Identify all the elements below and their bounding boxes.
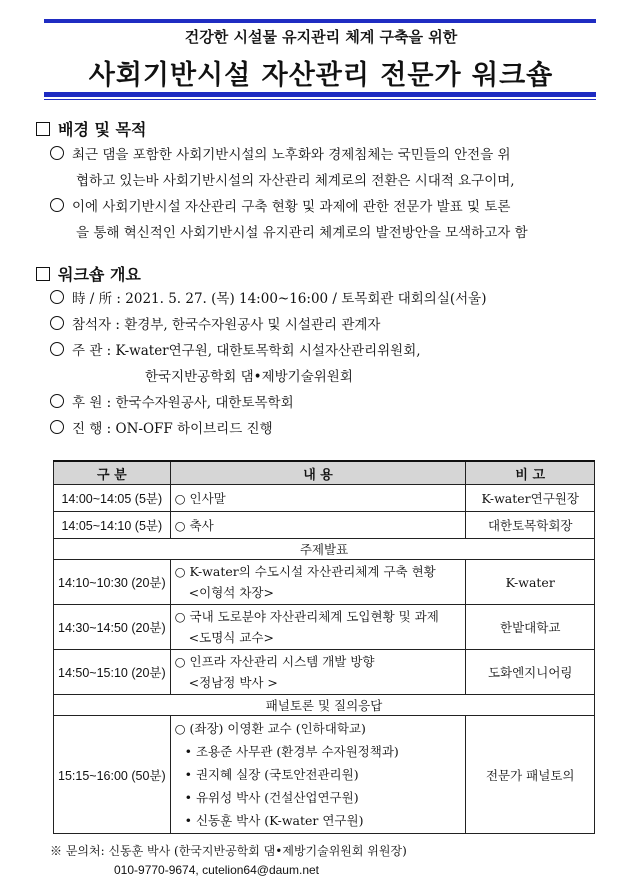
row-content: ○ 축사: [170, 512, 466, 539]
circle-bullet-icon: [50, 420, 64, 434]
row-note: 한밭대학교: [466, 605, 595, 650]
footer-contact-details: 010-9770-9674, cutelion64@daum.net: [114, 863, 319, 877]
footer-contact: [50, 842, 407, 880]
table-row: [54, 650, 595, 695]
page-subtitle: 건강한 시설물 유지관리 체계 구축을 위한: [184, 28, 458, 46]
row-content-speaker: <정남정 박사 >: [188, 675, 278, 690]
band-panel-discussion: 패널토론 및 질의응답: [54, 695, 595, 716]
row-content-speaker: <도명식 교수>: [188, 630, 274, 645]
overview-datetime: 時 / 所 : 2021. 5. 27. (목) 14:00~16:00 / 토목회관 대회의실(서울): [72, 291, 487, 307]
circle-bullet-icon: [50, 342, 64, 356]
row-content: ○ 인사말: [170, 485, 466, 512]
overview-host: 주 관 : K-water연구원, 대한토목학회 시설자산관리위원회,: [72, 343, 421, 359]
section-overview-heading: [36, 262, 141, 285]
table-row: [54, 605, 595, 650]
row-note: 도화엔지니어링: [466, 650, 595, 695]
header-time: 구 분: [54, 461, 171, 485]
footer-contact-person: ※ 문의처: 신동훈 박사 (한국지반공학회 댐•제방기술위원회 위원장): [50, 844, 407, 858]
table-row: [54, 512, 595, 539]
circle-bullet-icon: [50, 198, 64, 212]
background-item-2: [50, 194, 528, 246]
table-header-row: [54, 461, 595, 485]
overview-progress: 진 행 : ON-OFF 하이브리드 진행: [72, 421, 273, 437]
overview-list: [50, 286, 487, 442]
overview-host-line2: 한국지반공학회 댐•제방기술위원회: [145, 369, 353, 385]
row-content-speaker: <이형석 차장>: [188, 585, 274, 600]
section-background-heading: [36, 117, 146, 140]
table-band-row: [54, 695, 595, 716]
row-content: [170, 650, 466, 695]
panelist-3: • 유위성 박사 (건설산업연구원): [184, 790, 359, 805]
row-note: 전문가 패널토의: [466, 716, 595, 834]
circle-bullet-icon: [50, 290, 64, 304]
band-topic-presentation: 주제발표: [54, 539, 595, 560]
row-note: K-water: [466, 560, 595, 605]
background-item-2-line1: 이에 사회기반시설 자산관리 구축 현황 및 과제에 관한 전문가 발표 및 토론: [72, 199, 511, 215]
circle-bullet-icon: [50, 146, 64, 160]
table-row: [54, 560, 595, 605]
square-bullet-icon: [36, 267, 50, 281]
panelist-4: • 신동훈 박사 (K-water 연구원): [184, 813, 364, 828]
row-time: 14:10~10:30 (20분): [54, 560, 171, 605]
section-background-title: 배경 및 목적: [58, 120, 147, 139]
background-item-1-line2: 협하고 있는바 사회기반시설의 자산관리 체계로의 전환은 시대적 요구이며,: [76, 173, 515, 189]
title-rule-bottom-thin: [44, 99, 596, 100]
table-band-row: [54, 539, 595, 560]
row-content: [170, 560, 466, 605]
section-overview-title: 워크숍 개요: [58, 265, 141, 284]
panelist-2: • 권지혜 실장 (국토안전관리원): [184, 767, 359, 782]
row-content: [170, 716, 466, 834]
background-item-2-line2: 을 통해 혁신적인 사회기반시설 유지관리 체계로의 발전방안을 모색하고자 함: [76, 225, 528, 241]
page-title: 사회기반시설 자산관리 전문가 워크숍: [88, 60, 554, 91]
row-content-chair: ○ (좌장) 이영환 교수 (인하대학교): [174, 721, 366, 736]
row-content-title: ○ K-water의 수도시설 자산관리체계 구축 현황: [174, 564, 436, 579]
title-rule-bottom: [44, 92, 596, 97]
overview-attendees: 참석자 : 환경부, 한국수자원공사 및 시설관리 관계자: [72, 317, 381, 333]
table-row: [54, 485, 595, 512]
row-time: 14:05~14:10 (5분): [54, 512, 171, 539]
row-time: 14:30~14:50 (20분): [54, 605, 171, 650]
panelist-1: • 조용준 사무관 (환경부 수자원정책과): [184, 744, 399, 759]
header-content: 내 용: [170, 461, 466, 485]
table-row: [54, 716, 595, 834]
title-rule-top: [44, 19, 596, 23]
row-time: 14:00~14:05 (5분): [54, 485, 171, 512]
header-note: 비 고: [466, 461, 595, 485]
row-content-title: ○ 인프라 자산관리 시스템 개발 방향: [174, 654, 375, 669]
circle-bullet-icon: [50, 394, 64, 408]
schedule-table: [53, 460, 595, 834]
overview-sponsor: 후 원 : 한국수자원공사, 대한토목학회: [72, 395, 294, 411]
square-bullet-icon: [36, 122, 50, 136]
row-time: 15:15~16:00 (50분): [54, 716, 171, 834]
row-note: K-water연구원장: [466, 485, 595, 512]
row-content-title: ○ 국내 도로분야 자산관리체계 도입현황 및 과제: [174, 609, 439, 624]
row-content: [170, 605, 466, 650]
row-note: 대한토목학회장: [466, 512, 595, 539]
background-item-1: [50, 142, 515, 194]
circle-bullet-icon: [50, 316, 64, 330]
row-time: 14:50~15:10 (20분): [54, 650, 171, 695]
background-item-1-line1: 최근 댐을 포함한 사회기반시설의 노후화와 경제침체는 국민들의 안전을 위: [72, 147, 511, 163]
